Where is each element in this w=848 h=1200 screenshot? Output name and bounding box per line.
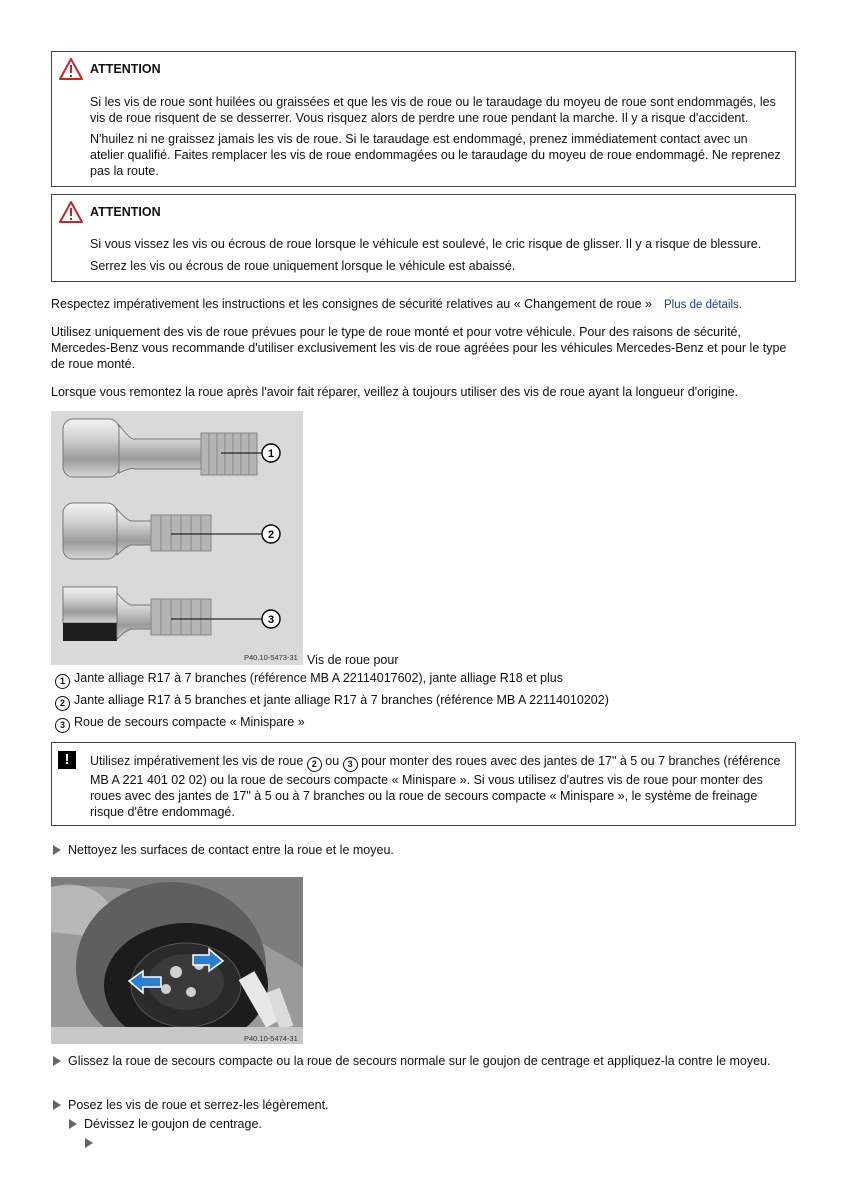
- wheel-mounting-figure: [51, 877, 303, 1044]
- bolt-length-paragraph: Lorsque vous remontez la roue après l'avoir fait réparer, veillez à toujours utiliser des vis de roue ayant la longueur d'origine.: [51, 385, 739, 399]
- figure-caption: Vis de roue pour: [307, 653, 399, 667]
- step-text: Nettoyez les surfaces de contact entre la roue et le moyeu.: [68, 843, 394, 857]
- callout-number: 3: [267, 614, 275, 626]
- arrow-bullet-icon: [53, 1100, 61, 1110]
- safety-instructions-paragraph: [51, 296, 796, 313]
- warning-triangle-icon: [58, 200, 84, 227]
- legend-text: Roue de secours compacte « Minispare »: [74, 715, 305, 729]
- number-3-icon: 3: [55, 718, 70, 733]
- notice-text-part: ou: [325, 754, 340, 768]
- step-text: Dévissez le goujon de centrage.: [84, 1117, 262, 1131]
- figure-code: P40.10-5473-31: [244, 653, 298, 662]
- warning-text: Si les vis de roue sont huilées ou graissées et que les vis de roue ou le taraudage du moyeu de roue sont endommagés, les vis de roue risquent de se desserrer. Vous risquez alors de perdre une roue pendant la marche. Il y a risque d'accident.: [90, 95, 776, 125]
- warning-title: ATTENTION: [90, 62, 161, 76]
- arrow-bullet-icon: [85, 1138, 93, 1148]
- legend-text: Jante alliage R17 à 5 branches et jante alliage R17 à 7 branches (référence MB A 22114010202): [74, 693, 609, 707]
- warning-box-1: [51, 51, 796, 187]
- wheel-mounting-illustration: [51, 877, 303, 1044]
- figure-code: P40.10-5474-31: [244, 1034, 298, 1043]
- number-2-icon: 2: [307, 757, 322, 772]
- number-3-icon: 3: [343, 757, 358, 772]
- arrow-bullet-icon: [69, 1119, 77, 1129]
- warning-text: Si vous vissez les vis ou écrous de roue lorsque le véhicule est soulevé, le cric risque de glisser. Il y a risque de blessure.: [90, 237, 762, 251]
- wheel-bolts-illustration: [51, 411, 303, 665]
- warning-text: N'huilez ni ne graissez jamais les vis de roue. Si le taraudage est endommagé, prenez immédiatement contact avec un atelier qualifié. Faites remplacer les vis de roue endommagées ou le taraudage du moyeu de roue endommagé. Ne reprenez pas la route.: [90, 132, 781, 178]
- number-1-icon: 1: [55, 674, 70, 689]
- notice-text-part: pour monter des roues avec des jantes de 17" à 5 ou 7 branches (référence MB A 221 401 02 02) ou la roue de secours compacte « Minispare ». Si vous utilisez d'autres vis de roue pour monter des roues avec des jantes de 17" à 5 ou à 7 branches ou la roue de secours compacte « Minispare », le système de freinage risque d'être endommagé.: [90, 754, 781, 819]
- instruction-step: [53, 843, 394, 857]
- arrow-bullet-icon: [53, 845, 61, 855]
- callout-number: 2: [267, 529, 275, 541]
- number-2-icon: 2: [55, 696, 70, 711]
- exclamation-icon: !: [58, 751, 76, 769]
- warning-triangle-icon: [58, 57, 84, 84]
- instruction-step: [53, 1054, 770, 1068]
- legend-item: [55, 671, 563, 689]
- bolt-usage-paragraph: Utilisez uniquement des vis de roue prévues pour le type de roue monté et pour votre véhicule. Pour des raisons de sécurité, Mercedes-Benz vous recommande d'utiliser exclusivement les vis de roue agréées pour les véhicules Mercedes-Benz et pour le type de roue monté.: [51, 325, 787, 371]
- instruction-step: [53, 1098, 329, 1112]
- warning-title: ATTENTION: [90, 205, 161, 219]
- instruction-substep: [69, 1117, 262, 1131]
- more-details-link[interactable]: Plus de détails.: [664, 299, 743, 311]
- step-text: Posez les vis de roue et serrez-les légèrement.: [68, 1098, 329, 1112]
- legend-text: Jante alliage R17 à 7 branches (référence MB A 22114017602), jante alliage R18 et plus: [74, 671, 563, 685]
- warning-box-2: [51, 194, 796, 282]
- warning-text: Serrez les vis ou écrous de roue uniquement lorsque le véhicule est abaissé.: [90, 259, 516, 273]
- step-text: Glissez la roue de secours compacte ou la roue de secours normale sur le goujon de centrage et appliquez-la contre le moyeu.: [68, 1054, 771, 1068]
- paragraph-text: Respectez impérativement les instructions et les consignes de sécurité relatives au « Changement de roue »: [51, 297, 653, 311]
- callout-number: 1: [267, 448, 275, 460]
- notice-text: [90, 753, 781, 820]
- legend-item: [55, 693, 609, 711]
- arrow-bullet-icon: [53, 1056, 61, 1066]
- notice-text-part: Utilisez impérativement les vis de roue: [90, 754, 304, 768]
- notice-box: [51, 742, 796, 826]
- wheel-bolts-figure: [51, 411, 303, 665]
- legend-item: [55, 715, 305, 733]
- instruction-substep: [85, 1136, 100, 1150]
